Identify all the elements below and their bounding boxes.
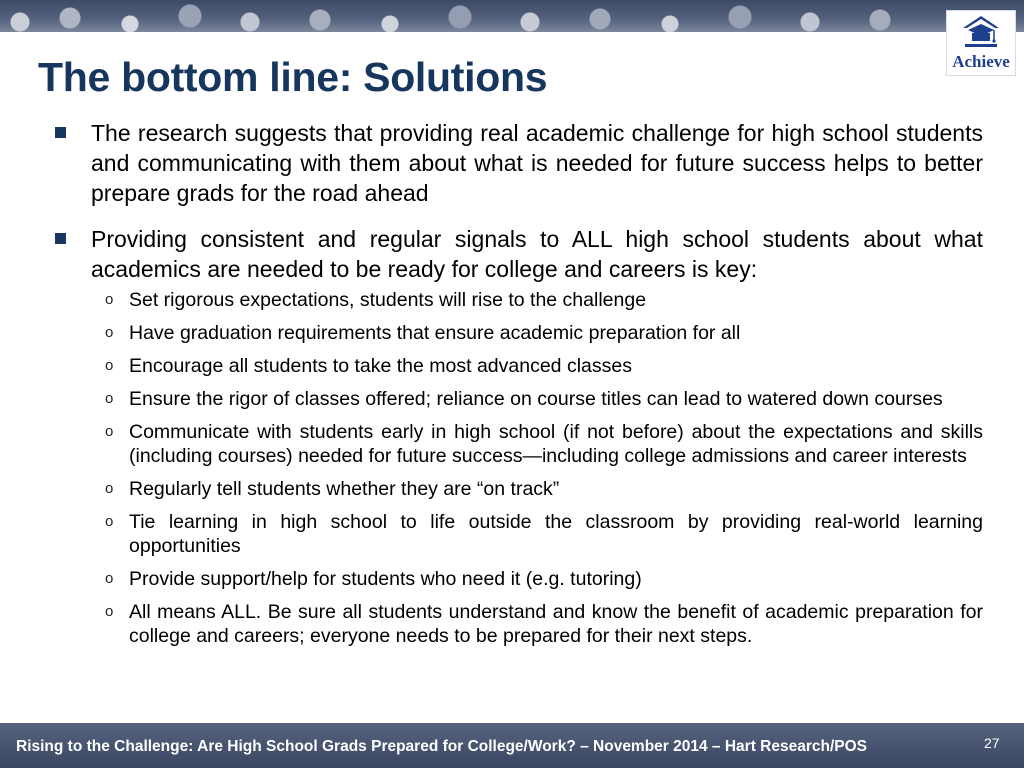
sub-bullet-text: Communicate with students early in high school (if not before) about the expectations and skills (including courses) needed for future success—including college admissions and career interests — [129, 421, 983, 467]
sub-bullet-communicate-early — [105, 420, 983, 468]
slide-body — [0, 118, 1024, 657]
circle-bullet-marker: o — [105, 291, 114, 308]
sub-bullet-text: Encourage all students to take the most advanced classes — [129, 355, 632, 377]
bullet-text: Providing consistent and regular signals to ALL high school students about what academics are needed to be ready for college and careers is key: — [91, 226, 983, 282]
bullet-text: The research suggests that providing real academic challenge for high school students and communicating with them about what is needed for future success helps to better prepare grads for the road ahead — [91, 120, 983, 206]
bullet-research — [91, 118, 983, 208]
circle-bullet-marker: o — [105, 324, 114, 341]
sub-bullet-rigorous-expectations — [105, 288, 983, 312]
sub-bullet-support — [105, 567, 983, 591]
header-photo-band — [0, 0, 1024, 32]
square-bullet-icon — [55, 233, 66, 244]
sub-bullet-text: Tie learning in high school to life outside the classroom by providing real-world learning opportunities — [129, 511, 983, 557]
circle-bullet-marker: o — [105, 357, 114, 374]
circle-bullet-marker: o — [105, 570, 114, 587]
sub-bullet-text: All means ALL. Be sure all students understand and know the benefit of academic preparation for college and careers; everyone needs to be prepared for their next steps. — [129, 601, 983, 647]
achieve-logo — [946, 10, 1016, 76]
sub-bullet-graduation-requirements — [105, 321, 983, 345]
square-bullet-icon — [55, 127, 66, 138]
sub-bullet-text: Provide support/help for students who need it (e.g. tutoring) — [129, 568, 642, 590]
sub-bullet-advanced-classes — [105, 354, 983, 378]
sub-bullet-text: Regularly tell students whether they are “on track” — [129, 478, 560, 500]
bullet-signals — [91, 224, 983, 284]
sub-bullet-text: Set rigorous expectations, students will rise to the challenge — [129, 289, 647, 311]
slide-title: The bottom line: Solutions — [38, 54, 548, 100]
circle-bullet-marker: o — [105, 513, 114, 530]
circle-bullet-marker: o — [105, 423, 114, 440]
page-number: 27 — [984, 735, 1000, 751]
sub-bullet-rigor-of-classes — [105, 387, 983, 411]
circle-bullet-marker: o — [105, 390, 114, 407]
sub-bullet-on-track — [105, 477, 983, 501]
circle-bullet-marker: o — [105, 480, 114, 497]
footer-citation: Rising to the Challenge: Are High School Grads Prepared for College/Work? – November 2014 – Hart Research/POS — [16, 738, 868, 755]
graduation-cap-house-icon — [961, 14, 1001, 50]
sub-bullet-text: Have graduation requirements that ensure academic preparation for all — [129, 322, 741, 344]
footer-bar — [0, 723, 1024, 768]
sub-bullet-text: Ensure the rigor of classes offered; reliance on course titles can lead to watered down courses — [129, 388, 943, 410]
sub-bullet-all-means-all — [105, 600, 983, 648]
logo-text: Achieve — [952, 52, 1010, 71]
sub-bullet-real-world-learning — [105, 510, 983, 558]
circle-bullet-marker: o — [105, 603, 114, 620]
